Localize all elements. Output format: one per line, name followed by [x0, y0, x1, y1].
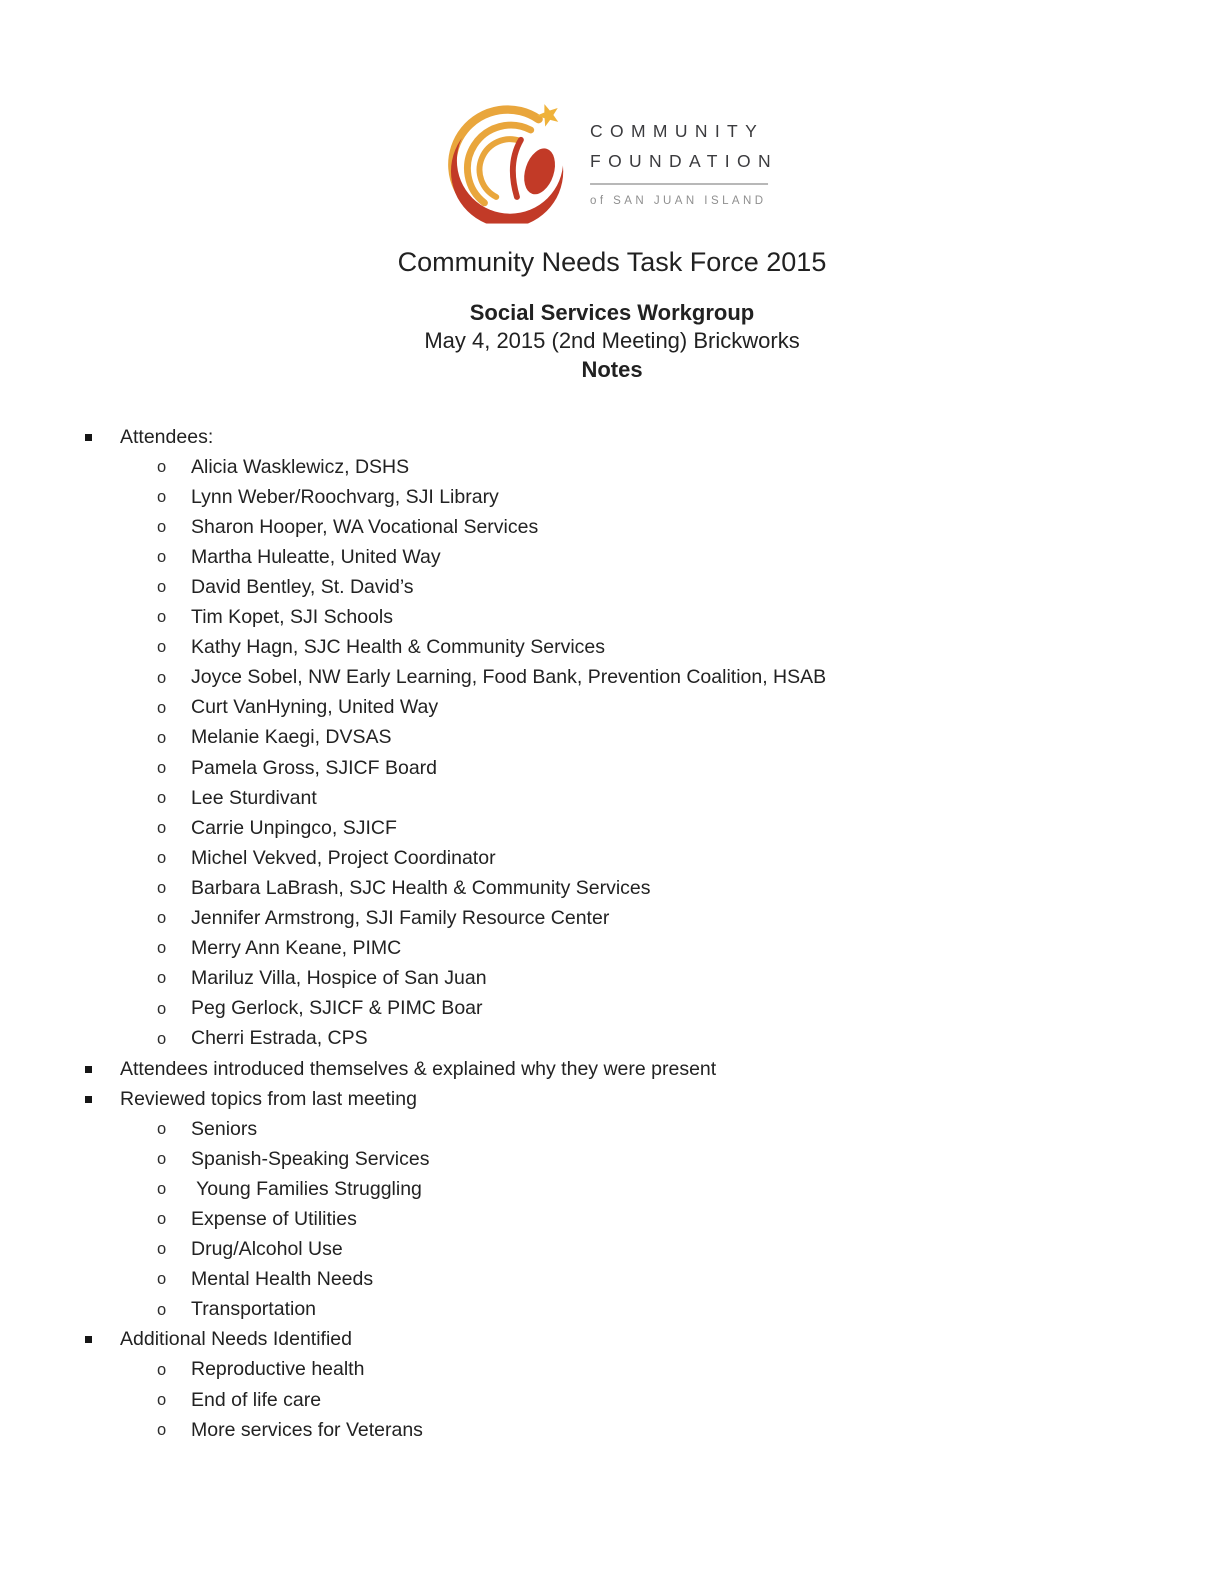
bullet-item-label: Attendees:	[120, 425, 214, 448]
sub-bullet-item-label: Expense of Utilities	[191, 1207, 357, 1230]
sub-bullet-item-label: Merry Ann Keane, PIMC	[191, 937, 402, 960]
sub-bullet-item	[0, 1265, 1224, 1295]
sub-bullet-item	[0, 873, 1224, 903]
document-body	[0, 422, 1224, 1445]
sub-bullet-item-label: Spanish-Speaking Services	[191, 1147, 430, 1170]
sub-bullet-item-label: Carrie Unpingco, SJICF	[191, 816, 397, 839]
bullet-circle-icon: o	[157, 849, 167, 868]
sub-bullet-item	[0, 633, 1224, 663]
bullet-circle-icon: o	[157, 1029, 167, 1048]
bullet-item	[0, 422, 1224, 452]
bullet-circle-icon: o	[157, 668, 167, 687]
sub-bullet-item-label: Reproductive health	[191, 1358, 365, 1381]
sub-bullet-item	[0, 783, 1224, 813]
bullet-circle-icon: o	[157, 1420, 167, 1439]
bullet-circle-icon: o	[157, 879, 167, 898]
bullet-square-icon	[85, 1066, 120, 1073]
sub-bullet-item	[0, 452, 1224, 482]
sub-bullet-item	[0, 1024, 1224, 1054]
sub-bullet-item	[0, 904, 1224, 934]
sub-bullet-item-label: Sharon Hooper, WA Vocational Services	[191, 515, 539, 538]
sub-bullet-item	[0, 1385, 1224, 1415]
sub-bullet-item-label: Transportation	[191, 1298, 317, 1321]
bullet-circle-icon: o	[157, 608, 167, 627]
sub-bullet-item-label: Young Families Struggling	[191, 1177, 422, 1200]
square-glyph	[85, 1336, 92, 1343]
bullet-circle-icon: o	[157, 788, 167, 807]
sub-bullet-item-label: David Bentley, St. David’s	[191, 576, 414, 599]
sub-bullet-item-label: Jennifer Armstrong, SJI Family Resource Center	[191, 907, 610, 930]
bullet-square-icon	[85, 1336, 120, 1343]
sub-bullet-item	[0, 512, 1224, 542]
workgroup-title: Social Services Workgroup	[469, 300, 755, 325]
bullet-circle-icon: o	[157, 728, 167, 747]
sub-bullet-item-label: Barbara LaBrash, SJC Health & Community Services	[191, 876, 651, 899]
sub-bullet-item	[0, 1204, 1224, 1234]
bullet-circle-icon: o	[157, 1180, 167, 1199]
community-foundation-logo	[446, 100, 778, 224]
sub-bullet-item-label: More services for Veterans	[191, 1418, 423, 1441]
bullet-item-label: Reviewed topics from last meeting	[120, 1087, 417, 1110]
sub-bullet-item-label: Lee Sturdivant	[191, 786, 317, 809]
sub-bullet-item-label: Kathy Hagn, SJC Health & Community Services	[191, 636, 605, 659]
bullet-circle-icon: o	[157, 1210, 167, 1229]
sub-bullet-item-label: Pamela Gross, SJICF Board	[191, 756, 437, 779]
bullet-circle-icon: o	[157, 819, 167, 838]
sub-bullet-item-label: Joyce Sobel, NW Early Learning, Food Bank, Prevention Coalition, HSAB	[191, 666, 827, 689]
bullet-circle-icon: o	[157, 758, 167, 777]
bullet-item	[0, 1325, 1224, 1355]
bullet-circle-icon: o	[157, 457, 167, 476]
sub-bullet-item-label: Mariluz Villa, Hospice of San Juan	[191, 967, 487, 990]
sub-bullet-item	[0, 1174, 1224, 1204]
bullet-circle-icon: o	[157, 548, 167, 567]
sub-bullet-item-label: Martha Huleatte, United Way	[191, 545, 441, 568]
bullet-item-label: Additional Needs Identified	[120, 1328, 352, 1351]
sub-bullet-item	[0, 603, 1224, 633]
sub-bullet-item	[0, 934, 1224, 964]
logo-wordmark	[590, 116, 778, 208]
logo-line-foundation: FOUNDATION	[590, 151, 778, 171]
bullet-square-icon	[85, 434, 120, 441]
sub-bullet-item-label: Curt VanHyning, United Way	[191, 696, 439, 719]
sub-bullet-item	[0, 813, 1224, 843]
sub-bullet-item	[0, 693, 1224, 723]
square-glyph	[85, 434, 92, 441]
square-glyph	[85, 1066, 92, 1073]
bullet-item	[0, 1084, 1224, 1114]
bullet-circle-icon: o	[157, 999, 167, 1018]
sub-bullet-item	[0, 542, 1224, 572]
sub-bullet-item	[0, 572, 1224, 602]
bullet-circle-icon: o	[157, 578, 167, 597]
bullet-circle-icon: o	[157, 1270, 167, 1289]
sub-bullet-item	[0, 1295, 1224, 1325]
sub-bullet-item	[0, 843, 1224, 873]
bullet-item	[0, 1054, 1224, 1084]
bullet-square-icon	[85, 1096, 120, 1103]
bullet-circle-icon: o	[157, 1240, 167, 1259]
notes-label: Notes	[581, 357, 643, 382]
bullet-circle-icon: o	[157, 638, 167, 657]
logo-line-community: COMMUNITY	[590, 121, 765, 141]
bullet-circle-icon: o	[157, 939, 167, 958]
sub-bullet-item	[0, 753, 1224, 783]
logo-divider	[590, 183, 768, 185]
sub-bullet-item	[0, 482, 1224, 512]
sub-bullet-item	[0, 994, 1224, 1024]
logo-tagline: of SAN JUAN ISLAND	[590, 195, 767, 207]
sub-bullet-item-label: Drug/Alcohol Use	[191, 1238, 343, 1261]
bullet-circle-icon: o	[157, 487, 167, 506]
meeting-info: May 4, 2015 (2nd Meeting) Brickworks	[424, 328, 800, 353]
square-glyph	[85, 1096, 92, 1103]
bullet-circle-icon: o	[157, 698, 167, 717]
sub-bullet-item-label: Tim Kopet, SJI Schools	[191, 606, 393, 629]
sub-bullet-item	[0, 1144, 1224, 1174]
sub-bullet-item-label: Peg Gerlock, SJICF & PIMC Boar	[191, 997, 483, 1020]
sub-bullet-item-label: Michel Vekved, Project Coordinator	[191, 846, 496, 869]
bullet-circle-icon: o	[157, 1119, 167, 1138]
sub-bullet-item-label: End of life care	[191, 1388, 322, 1411]
page-title: Community Needs Task Force 2015	[397, 247, 827, 277]
bullet-circle-icon: o	[157, 1390, 167, 1409]
bullet-circle-icon: o	[157, 909, 167, 928]
bullet-circle-icon: o	[157, 1360, 167, 1379]
bullet-circle-icon: o	[157, 1300, 167, 1319]
sub-bullet-item	[0, 1114, 1224, 1144]
bullet-circle-icon: o	[157, 1150, 167, 1169]
sub-bullet-item	[0, 723, 1224, 753]
sub-bullet-item	[0, 663, 1224, 693]
sub-bullet-item	[0, 1355, 1224, 1385]
sub-bullet-item	[0, 1415, 1224, 1445]
bullet-circle-icon: o	[157, 518, 167, 537]
sub-bullet-item-label: Melanie Kaegi, DVSAS	[191, 726, 392, 749]
sub-bullet-item	[0, 1235, 1224, 1265]
bullet-item-label: Attendees introduced themselves & explained why they were present	[120, 1057, 717, 1080]
sub-bullet-item-label: Cherri Estrada, CPS	[191, 1027, 368, 1050]
sub-bullet-item-label: Mental Health Needs	[191, 1268, 374, 1291]
sub-bullet-item	[0, 964, 1224, 994]
foundation-swoosh-icon	[446, 100, 574, 224]
sub-bullet-item-label: Lynn Weber/Roochvarg, SJI Library	[191, 485, 499, 508]
sub-bullet-item-label: Seniors	[191, 1117, 258, 1140]
sub-bullet-item-label: Alicia Wasklewicz, DSHS	[191, 455, 410, 478]
bullet-circle-icon: o	[157, 969, 167, 988]
